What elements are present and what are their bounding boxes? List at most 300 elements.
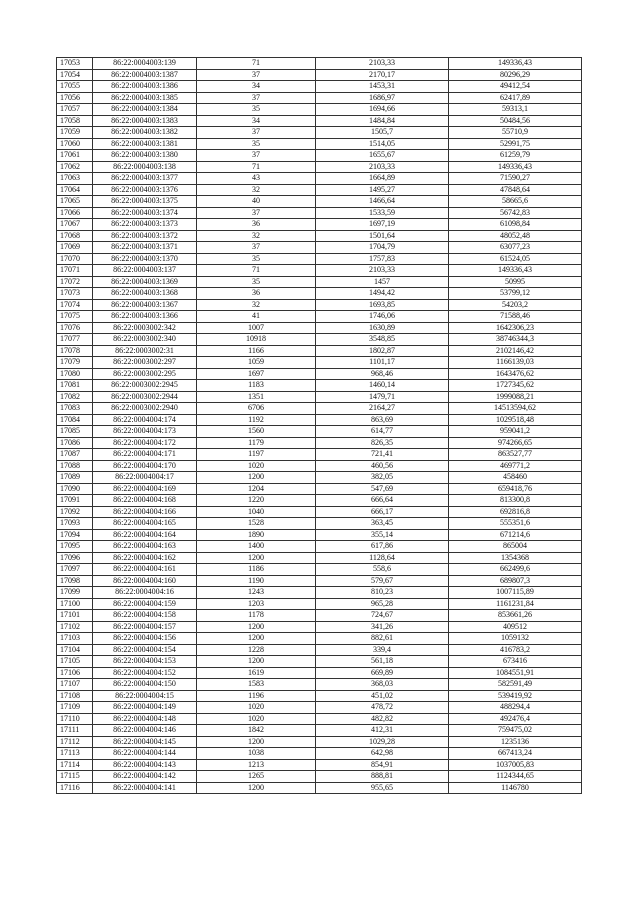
cadastral-value-cell: 469771,2 xyxy=(449,460,582,472)
row-number-cell: 17102 xyxy=(57,621,93,633)
table-row xyxy=(57,184,582,196)
row-number-cell: 17100 xyxy=(57,598,93,610)
table-row xyxy=(57,460,582,472)
area-cell: 36 xyxy=(197,219,316,231)
cadastral-value-cell: 1727345,62 xyxy=(449,380,582,392)
table-row xyxy=(57,345,582,357)
area-cell: 1200 xyxy=(197,633,316,645)
area-cell: 1220 xyxy=(197,495,316,507)
area-cell: 37 xyxy=(197,69,316,81)
unit-value-cell: 3548,85 xyxy=(316,334,449,346)
area-cell: 1190 xyxy=(197,575,316,587)
cadastral-value-cell: 63077,23 xyxy=(449,242,582,254)
cadastral-value-cell: 959041,2 xyxy=(449,426,582,438)
cadastral-value-cell: 56742,83 xyxy=(449,207,582,219)
area-cell: 1200 xyxy=(197,782,316,794)
unit-value-cell: 2164,27 xyxy=(316,403,449,415)
row-number-cell: 17070 xyxy=(57,253,93,265)
cadastral-number-cell: 86:22:0004003:1380 xyxy=(93,150,197,162)
row-number-cell: 17080 xyxy=(57,368,93,380)
area-cell: 1038 xyxy=(197,748,316,760)
area-cell: 1400 xyxy=(197,541,316,553)
cadastral-value-table xyxy=(56,57,582,794)
table-row xyxy=(57,311,582,323)
unit-value-cell: 882,61 xyxy=(316,633,449,645)
row-number-cell: 17078 xyxy=(57,345,93,357)
area-cell: 1560 xyxy=(197,426,316,438)
cadastral-value-cell: 50995 xyxy=(449,276,582,288)
cadastral-number-cell: 86:22:0003002:31 xyxy=(93,345,197,357)
row-number-cell: 17089 xyxy=(57,472,93,484)
cadastral-value-cell: 689807,3 xyxy=(449,575,582,587)
area-cell: 1204 xyxy=(197,483,316,495)
table-row xyxy=(57,610,582,622)
area-cell: 35 xyxy=(197,138,316,150)
unit-value-cell: 614,77 xyxy=(316,426,449,438)
cadastral-number-cell: 86:22:0003002:2940 xyxy=(93,403,197,415)
unit-value-cell: 579,67 xyxy=(316,575,449,587)
row-number-cell: 17063 xyxy=(57,173,93,185)
cadastral-value-cell: 149336,43 xyxy=(449,265,582,277)
cadastral-number-cell: 86:22:0004003:1381 xyxy=(93,138,197,150)
table-row xyxy=(57,288,582,300)
area-cell: 36 xyxy=(197,288,316,300)
cadastral-value-cell: 71590,27 xyxy=(449,173,582,185)
cadastral-value-cell: 692816,8 xyxy=(449,506,582,518)
cadastral-value-cell: 488294,4 xyxy=(449,702,582,714)
area-cell: 1203 xyxy=(197,598,316,610)
area-cell: 1197 xyxy=(197,449,316,461)
area-cell: 1179 xyxy=(197,437,316,449)
row-number-cell: 17072 xyxy=(57,276,93,288)
area-cell: 32 xyxy=(197,184,316,196)
unit-value-cell: 1757,83 xyxy=(316,253,449,265)
area-cell: 32 xyxy=(197,230,316,242)
unit-value-cell: 558,6 xyxy=(316,564,449,576)
cadastral-value-cell: 813300,8 xyxy=(449,495,582,507)
unit-value-cell: 617,86 xyxy=(316,541,449,553)
cadastral-number-cell: 86:22:0004004:17 xyxy=(93,472,197,484)
cadastral-number-cell: 86:22:0004003:1382 xyxy=(93,127,197,139)
cadastral-value-cell: 865004 xyxy=(449,541,582,553)
unit-value-cell: 363,45 xyxy=(316,518,449,530)
unit-value-cell: 854,91 xyxy=(316,759,449,771)
unit-value-cell: 1479,71 xyxy=(316,391,449,403)
row-number-cell: 17096 xyxy=(57,552,93,564)
row-number-cell: 17109 xyxy=(57,702,93,714)
row-number-cell: 17116 xyxy=(57,782,93,794)
area-cell: 32 xyxy=(197,299,316,311)
table-row xyxy=(57,690,582,702)
cadastral-value-cell: 409512 xyxy=(449,621,582,633)
cadastral-value-cell: 1166139,03 xyxy=(449,357,582,369)
row-number-cell: 17099 xyxy=(57,587,93,599)
table-row xyxy=(57,115,582,127)
area-cell: 1007 xyxy=(197,322,316,334)
cadastral-value-cell: 71588,46 xyxy=(449,311,582,323)
area-cell: 71 xyxy=(197,265,316,277)
table-row xyxy=(57,644,582,656)
cadastral-value-cell: 61259,79 xyxy=(449,150,582,162)
row-number-cell: 17062 xyxy=(57,161,93,173)
row-number-cell: 17083 xyxy=(57,403,93,415)
row-number-cell: 17086 xyxy=(57,437,93,449)
table-row xyxy=(57,253,582,265)
cadastral-number-cell: 86:22:0004003:1385 xyxy=(93,92,197,104)
cadastral-number-cell: 86:22:0004004:157 xyxy=(93,621,197,633)
table-row xyxy=(57,207,582,219)
cadastral-number-cell: 86:22:0004004:150 xyxy=(93,679,197,691)
row-number-cell: 17084 xyxy=(57,414,93,426)
row-number-cell: 17066 xyxy=(57,207,93,219)
unit-value-cell: 382,05 xyxy=(316,472,449,484)
table-row xyxy=(57,713,582,725)
table-row xyxy=(57,242,582,254)
row-number-cell: 17065 xyxy=(57,196,93,208)
cadastral-value-cell: 1146780 xyxy=(449,782,582,794)
row-number-cell: 17113 xyxy=(57,748,93,760)
table-row xyxy=(57,219,582,231)
row-number-cell: 17101 xyxy=(57,610,93,622)
cadastral-number-cell: 86:22:0004003:1377 xyxy=(93,173,197,185)
row-number-cell: 17067 xyxy=(57,219,93,231)
cadastral-value-cell: 1643476,62 xyxy=(449,368,582,380)
area-cell: 1243 xyxy=(197,587,316,599)
table-row xyxy=(57,483,582,495)
cadastral-value-cell: 662499,6 xyxy=(449,564,582,576)
cadastral-number-cell: 86:22:0004003:137 xyxy=(93,265,197,277)
cadastral-value-cell: 80296,29 xyxy=(449,69,582,81)
unit-value-cell: 1704,79 xyxy=(316,242,449,254)
table-row xyxy=(57,230,582,242)
unit-value-cell: 1501,64 xyxy=(316,230,449,242)
unit-value-cell: 355,14 xyxy=(316,529,449,541)
cadastral-number-cell: 86:22:0004003:1375 xyxy=(93,196,197,208)
area-cell: 1697 xyxy=(197,368,316,380)
cadastral-number-cell: 86:22:0003002:297 xyxy=(93,357,197,369)
table-row xyxy=(57,58,582,70)
cadastral-value-cell: 1642306,23 xyxy=(449,322,582,334)
table-row xyxy=(57,771,582,783)
unit-value-cell: 1514,05 xyxy=(316,138,449,150)
cadastral-number-cell: 86:22:0004003:139 xyxy=(93,58,197,70)
table-row xyxy=(57,161,582,173)
table-row xyxy=(57,173,582,185)
cadastral-number-cell: 86:22:0004004:143 xyxy=(93,759,197,771)
unit-value-cell: 1630,89 xyxy=(316,322,449,334)
area-cell: 1265 xyxy=(197,771,316,783)
area-cell: 1200 xyxy=(197,621,316,633)
cadastral-number-cell: 86:22:0003002:342 xyxy=(93,322,197,334)
area-cell: 1528 xyxy=(197,518,316,530)
table-row xyxy=(57,598,582,610)
cadastral-number-cell: 86:22:0004003:1373 xyxy=(93,219,197,231)
unit-value-cell: 888,81 xyxy=(316,771,449,783)
table-row xyxy=(57,81,582,93)
table-row xyxy=(57,138,582,150)
unit-value-cell: 721,41 xyxy=(316,449,449,461)
row-number-cell: 17087 xyxy=(57,449,93,461)
area-cell: 1890 xyxy=(197,529,316,541)
row-number-cell: 17055 xyxy=(57,81,93,93)
area-cell: 1059 xyxy=(197,357,316,369)
cadastral-value-cell: 1037005,83 xyxy=(449,759,582,771)
area-cell: 1186 xyxy=(197,564,316,576)
row-number-cell: 17059 xyxy=(57,127,93,139)
cadastral-value-cell: 47848,64 xyxy=(449,184,582,196)
area-cell: 37 xyxy=(197,92,316,104)
area-cell: 1020 xyxy=(197,702,316,714)
row-number-cell: 17054 xyxy=(57,69,93,81)
row-number-cell: 17104 xyxy=(57,644,93,656)
table-row xyxy=(57,92,582,104)
unit-value-cell: 451,02 xyxy=(316,690,449,702)
cadastral-value-cell: 416783,2 xyxy=(449,644,582,656)
cadastral-value-cell: 659418,76 xyxy=(449,483,582,495)
cadastral-value-cell: 61098,84 xyxy=(449,219,582,231)
cadastral-number-cell: 86:22:0004004:144 xyxy=(93,748,197,760)
cadastral-value-cell: 54203,2 xyxy=(449,299,582,311)
unit-value-cell: 1664,89 xyxy=(316,173,449,185)
unit-value-cell: 478,72 xyxy=(316,702,449,714)
cadastral-number-cell: 86:22:0003002:295 xyxy=(93,368,197,380)
table-row xyxy=(57,506,582,518)
cadastral-number-cell: 86:22:0003002:2944 xyxy=(93,391,197,403)
table-row xyxy=(57,127,582,139)
table-row xyxy=(57,529,582,541)
area-cell: 6706 xyxy=(197,403,316,415)
unit-value-cell: 482,82 xyxy=(316,713,449,725)
cadastral-number-cell: 86:22:0004003:1370 xyxy=(93,253,197,265)
unit-value-cell: 1686,97 xyxy=(316,92,449,104)
row-number-cell: 17068 xyxy=(57,230,93,242)
cadastral-value-cell: 582591,49 xyxy=(449,679,582,691)
table-row xyxy=(57,621,582,633)
cadastral-value-cell: 555351,6 xyxy=(449,518,582,530)
row-number-cell: 17058 xyxy=(57,115,93,127)
unit-value-cell: 2170,17 xyxy=(316,69,449,81)
area-cell: 71 xyxy=(197,58,316,70)
cadastral-number-cell: 86:22:0004003:1367 xyxy=(93,299,197,311)
area-cell: 71 xyxy=(197,161,316,173)
cadastral-number-cell: 86:22:0004004:159 xyxy=(93,598,197,610)
cadastral-value-cell: 49412,54 xyxy=(449,81,582,93)
cadastral-number-cell: 86:22:0004004:145 xyxy=(93,736,197,748)
row-number-cell: 17079 xyxy=(57,357,93,369)
cadastral-number-cell: 86:22:0003002:340 xyxy=(93,334,197,346)
area-cell: 37 xyxy=(197,207,316,219)
cadastral-number-cell: 86:22:0004004:173 xyxy=(93,426,197,438)
row-number-cell: 17108 xyxy=(57,690,93,702)
cadastral-number-cell: 86:22:0004004:166 xyxy=(93,506,197,518)
row-number-cell: 17092 xyxy=(57,506,93,518)
area-cell: 1200 xyxy=(197,656,316,668)
unit-value-cell: 412,31 xyxy=(316,725,449,737)
cadastral-number-cell: 86:22:0004003:1372 xyxy=(93,230,197,242)
cadastral-number-cell: 86:22:0004004:152 xyxy=(93,667,197,679)
area-cell: 37 xyxy=(197,242,316,254)
table-row xyxy=(57,518,582,530)
table-row xyxy=(57,541,582,553)
unit-value-cell: 1655,67 xyxy=(316,150,449,162)
area-cell: 40 xyxy=(197,196,316,208)
cadastral-value-cell: 50484,56 xyxy=(449,115,582,127)
unit-value-cell: 1693,85 xyxy=(316,299,449,311)
row-number-cell: 17081 xyxy=(57,380,93,392)
unit-value-cell: 669,89 xyxy=(316,667,449,679)
cadastral-value-cell: 52991,75 xyxy=(449,138,582,150)
unit-value-cell: 547,69 xyxy=(316,483,449,495)
cadastral-value-cell: 671214,6 xyxy=(449,529,582,541)
area-cell: 1020 xyxy=(197,713,316,725)
table-row xyxy=(57,782,582,794)
cadastral-value-cell: 1235136 xyxy=(449,736,582,748)
cadastral-value-cell: 61524,05 xyxy=(449,253,582,265)
row-number-cell: 17095 xyxy=(57,541,93,553)
cadastral-number-cell: 86:22:0004004:146 xyxy=(93,725,197,737)
unit-value-cell: 826,35 xyxy=(316,437,449,449)
area-cell: 41 xyxy=(197,311,316,323)
area-cell: 1619 xyxy=(197,667,316,679)
cadastral-number-cell: 86:22:0004004:160 xyxy=(93,575,197,587)
cadastral-value-cell: 492476,4 xyxy=(449,713,582,725)
unit-value-cell: 460,56 xyxy=(316,460,449,472)
row-number-cell: 17073 xyxy=(57,288,93,300)
row-number-cell: 17115 xyxy=(57,771,93,783)
table-row xyxy=(57,736,582,748)
unit-value-cell: 1533,59 xyxy=(316,207,449,219)
cadastral-value-cell: 53799,12 xyxy=(449,288,582,300)
row-number-cell: 17091 xyxy=(57,495,93,507)
cadastral-number-cell: 86:22:0004004:153 xyxy=(93,656,197,668)
cadastral-value-cell: 1999088,21 xyxy=(449,391,582,403)
table-row xyxy=(57,380,582,392)
row-number-cell: 17110 xyxy=(57,713,93,725)
cadastral-number-cell: 86:22:0004004:142 xyxy=(93,771,197,783)
area-cell: 1200 xyxy=(197,472,316,484)
row-number-cell: 17071 xyxy=(57,265,93,277)
unit-value-cell: 863,69 xyxy=(316,414,449,426)
row-number-cell: 17061 xyxy=(57,150,93,162)
cadastral-value-cell: 149336,43 xyxy=(449,58,582,70)
unit-value-cell: 810,23 xyxy=(316,587,449,599)
cadastral-number-cell: 86:22:0004004:172 xyxy=(93,437,197,449)
cadastral-number-cell: 86:22:0004004:163 xyxy=(93,541,197,553)
table-row xyxy=(57,334,582,346)
area-cell: 34 xyxy=(197,81,316,93)
table-row xyxy=(57,656,582,668)
table-row xyxy=(57,587,582,599)
row-number-cell: 17053 xyxy=(57,58,93,70)
area-cell: 1183 xyxy=(197,380,316,392)
area-cell: 1351 xyxy=(197,391,316,403)
unit-value-cell: 1746,06 xyxy=(316,311,449,323)
table-row xyxy=(57,322,582,334)
area-cell: 35 xyxy=(197,104,316,116)
cadastral-value-cell: 55710,9 xyxy=(449,127,582,139)
cadastral-value-cell: 673416 xyxy=(449,656,582,668)
table-row xyxy=(57,667,582,679)
unit-value-cell: 368,03 xyxy=(316,679,449,691)
cadastral-number-cell: 86:22:0004004:164 xyxy=(93,529,197,541)
unit-value-cell: 1457 xyxy=(316,276,449,288)
unit-value-cell: 955,65 xyxy=(316,782,449,794)
cadastral-number-cell: 86:22:0004004:148 xyxy=(93,713,197,725)
area-cell: 1228 xyxy=(197,644,316,656)
cadastral-number-cell: 86:22:0004003:1369 xyxy=(93,276,197,288)
unit-value-cell: 666,17 xyxy=(316,506,449,518)
cadastral-value-cell: 1059132 xyxy=(449,633,582,645)
cadastral-number-cell: 86:22:0004004:169 xyxy=(93,483,197,495)
cadastral-number-cell: 86:22:0004003:1383 xyxy=(93,115,197,127)
table-row xyxy=(57,725,582,737)
cadastral-number-cell: 86:22:0003002:2945 xyxy=(93,380,197,392)
cadastral-value-cell: 149336,43 xyxy=(449,161,582,173)
row-number-cell: 17103 xyxy=(57,633,93,645)
cadastral-number-cell: 86:22:0004004:170 xyxy=(93,460,197,472)
table-row xyxy=(57,564,582,576)
unit-value-cell: 2103,33 xyxy=(316,265,449,277)
cadastral-number-cell: 86:22:0004003:138 xyxy=(93,161,197,173)
row-number-cell: 17076 xyxy=(57,322,93,334)
row-number-cell: 17060 xyxy=(57,138,93,150)
table-row xyxy=(57,265,582,277)
cadastral-number-cell: 86:22:0004004:16 xyxy=(93,587,197,599)
unit-value-cell: 561,18 xyxy=(316,656,449,668)
table-row xyxy=(57,679,582,691)
unit-value-cell: 1697,19 xyxy=(316,219,449,231)
unit-value-cell: 1101,17 xyxy=(316,357,449,369)
area-cell: 1166 xyxy=(197,345,316,357)
unit-value-cell: 666,64 xyxy=(316,495,449,507)
cadastral-number-cell: 86:22:0004003:1368 xyxy=(93,288,197,300)
row-number-cell: 17057 xyxy=(57,104,93,116)
cadastral-number-cell: 86:22:0004003:1384 xyxy=(93,104,197,116)
cadastral-number-cell: 86:22:0004003:1371 xyxy=(93,242,197,254)
area-cell: 1583 xyxy=(197,679,316,691)
cadastral-value-cell: 1161231,84 xyxy=(449,598,582,610)
row-number-cell: 17074 xyxy=(57,299,93,311)
cadastral-number-cell: 86:22:0004003:1387 xyxy=(93,69,197,81)
table-row xyxy=(57,391,582,403)
row-number-cell: 17077 xyxy=(57,334,93,346)
row-number-cell: 17112 xyxy=(57,736,93,748)
cadastral-number-cell: 86:22:0004003:1376 xyxy=(93,184,197,196)
unit-value-cell: 968,46 xyxy=(316,368,449,380)
area-cell: 1196 xyxy=(197,690,316,702)
area-cell: 10918 xyxy=(197,334,316,346)
unit-value-cell: 1494,42 xyxy=(316,288,449,300)
row-number-cell: 17106 xyxy=(57,667,93,679)
cadastral-number-cell: 86:22:0004004:158 xyxy=(93,610,197,622)
table-body xyxy=(57,58,582,794)
cadastral-number-cell: 86:22:0004003:1386 xyxy=(93,81,197,93)
table-row xyxy=(57,575,582,587)
area-cell: 35 xyxy=(197,276,316,288)
table-row xyxy=(57,368,582,380)
cadastral-number-cell: 86:22:0004004:15 xyxy=(93,690,197,702)
cadastral-value-cell: 1084551,91 xyxy=(449,667,582,679)
row-number-cell: 17090 xyxy=(57,483,93,495)
cadastral-value-cell: 59313,1 xyxy=(449,104,582,116)
cadastral-value-cell: 1007115,89 xyxy=(449,587,582,599)
unit-value-cell: 1466,64 xyxy=(316,196,449,208)
cadastral-number-cell: 86:22:0004004:149 xyxy=(93,702,197,714)
table-row xyxy=(57,414,582,426)
cadastral-number-cell: 86:22:0004004:141 xyxy=(93,782,197,794)
unit-value-cell: 1694,66 xyxy=(316,104,449,116)
unit-value-cell: 1505,7 xyxy=(316,127,449,139)
